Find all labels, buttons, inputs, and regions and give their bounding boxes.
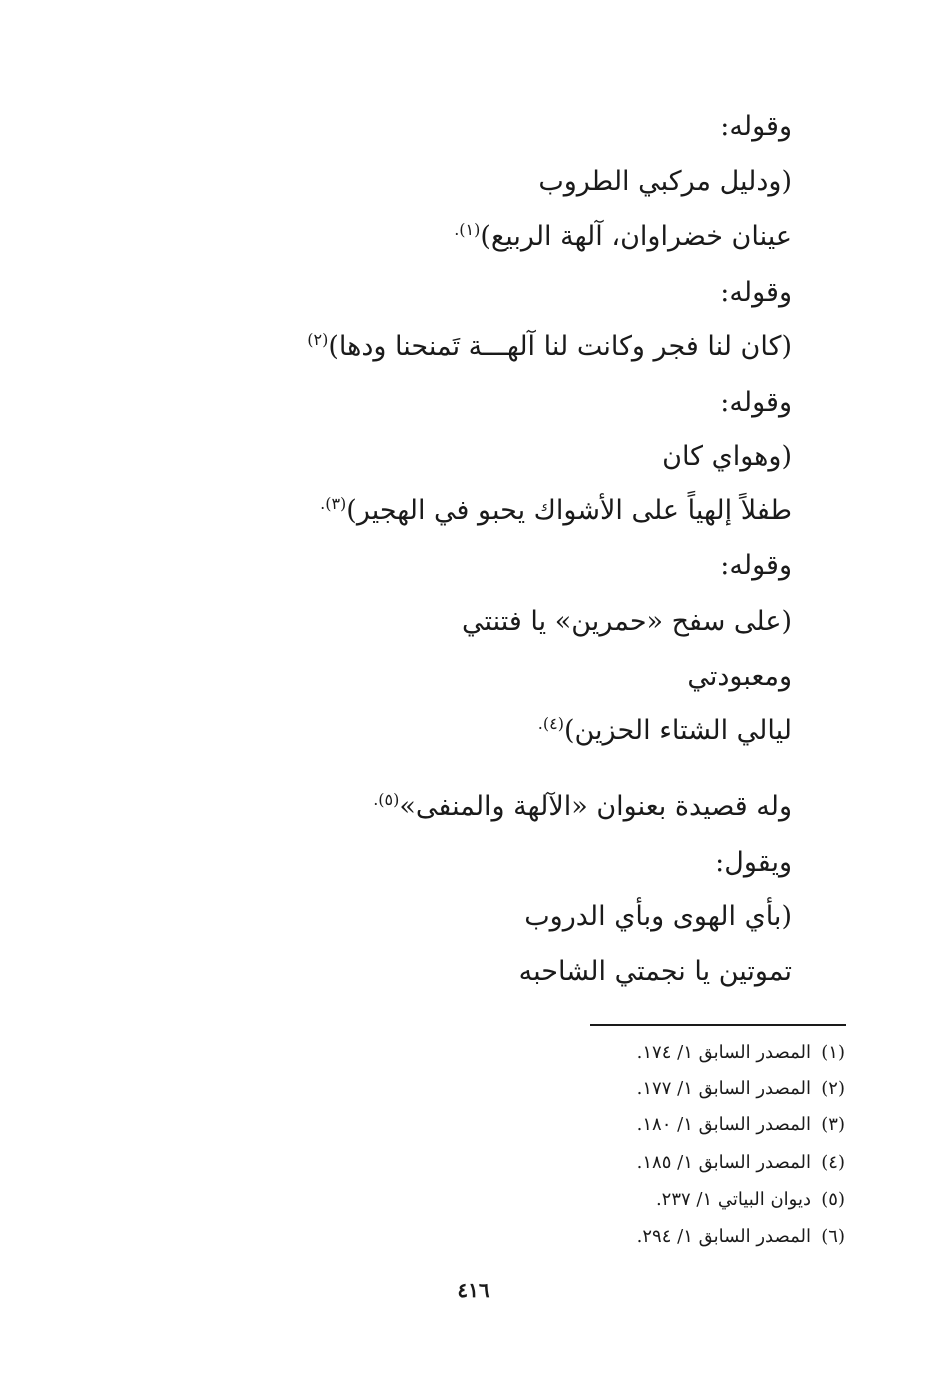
footnote-ref: (٣). [320, 494, 347, 513]
line-text: ومعبودتي [687, 661, 792, 692]
line-text: طفلاً إلهياً على الأشواك يحبو في الهجير) [346, 495, 792, 526]
line-text: عينان خضراوان، آلهة الربيع) [480, 221, 792, 252]
body-line [720, 110, 792, 144]
footnote-ref: (٢) [307, 330, 329, 349]
body-line [320, 494, 792, 528]
footnote-number: (٤) [821, 1152, 845, 1173]
footnote [637, 1225, 845, 1249]
footnote-text: ديوان البياتي ١/ ٢٣٧. [655, 1189, 811, 1210]
body-line [462, 605, 792, 639]
body-line [373, 790, 792, 824]
footnote-ref: (٥). [373, 790, 400, 809]
footnote-text: المصدر السابق ١/ ١٨٠. [636, 1114, 811, 1135]
line-text: ويقول: [715, 847, 792, 878]
footnote-text: المصدر السابق ١/ ٢٩٤. [636, 1226, 811, 1247]
footnote-number: (٢) [821, 1078, 845, 1099]
footnote [637, 1151, 845, 1175]
footnote-ref: (١). [454, 220, 481, 239]
body-line [307, 330, 792, 364]
line-text: (على سفح «حمرين» يا فتنتي [461, 606, 792, 637]
footnote-text: المصدر السابق ١/ ١٨٥. [636, 1152, 811, 1173]
line-text: وقوله: [720, 277, 792, 308]
footnote [637, 1113, 845, 1137]
footnote-number: (٥) [821, 1189, 845, 1210]
body-line [720, 276, 792, 310]
footnote-separator [590, 1024, 846, 1026]
body-line [538, 714, 792, 748]
body-line [454, 220, 792, 254]
line-text: وله قصيدة بعنوان «الآلهة والمنفى» [399, 791, 792, 822]
body-line [720, 549, 792, 583]
line-text: ليالي الشتاء الحزين) [563, 715, 792, 746]
footnote [637, 1077, 845, 1101]
line-text: (ودليل مركبي الطروب [538, 166, 792, 197]
page-number: ٤١٦ [457, 1278, 490, 1302]
line-text: وقوله: [720, 550, 792, 581]
body-line [687, 660, 792, 694]
footnote [637, 1041, 845, 1065]
line-text: (بأي الهوى وبأي الدروب [524, 901, 792, 932]
footnote-number: (١) [821, 1042, 845, 1063]
body-line [538, 165, 792, 199]
line-text: وقوله: [720, 111, 792, 142]
body-line [524, 900, 792, 934]
footnote-text: المصدر السابق ١/ ١٧٤. [636, 1042, 811, 1063]
footnote-number: (٦) [821, 1226, 845, 1247]
footnote [656, 1188, 845, 1212]
line-text: (كان لنا فجر وكانت لنا آلهـــة تَمنحنا ودها) [328, 331, 792, 362]
line-text: (وهواي كان [662, 441, 792, 472]
body-line [715, 846, 792, 880]
body-line [720, 386, 792, 420]
footnote-text: المصدر السابق ١/ ١٧٧. [636, 1078, 811, 1099]
footnote-ref: (٤). [537, 714, 564, 733]
line-text: وقوله: [720, 387, 792, 418]
footnote-number: (٣) [821, 1114, 845, 1135]
body-line [519, 955, 792, 989]
line-text: تموتين يا نجمتي الشاحبه [518, 956, 792, 987]
body-line [662, 440, 792, 474]
